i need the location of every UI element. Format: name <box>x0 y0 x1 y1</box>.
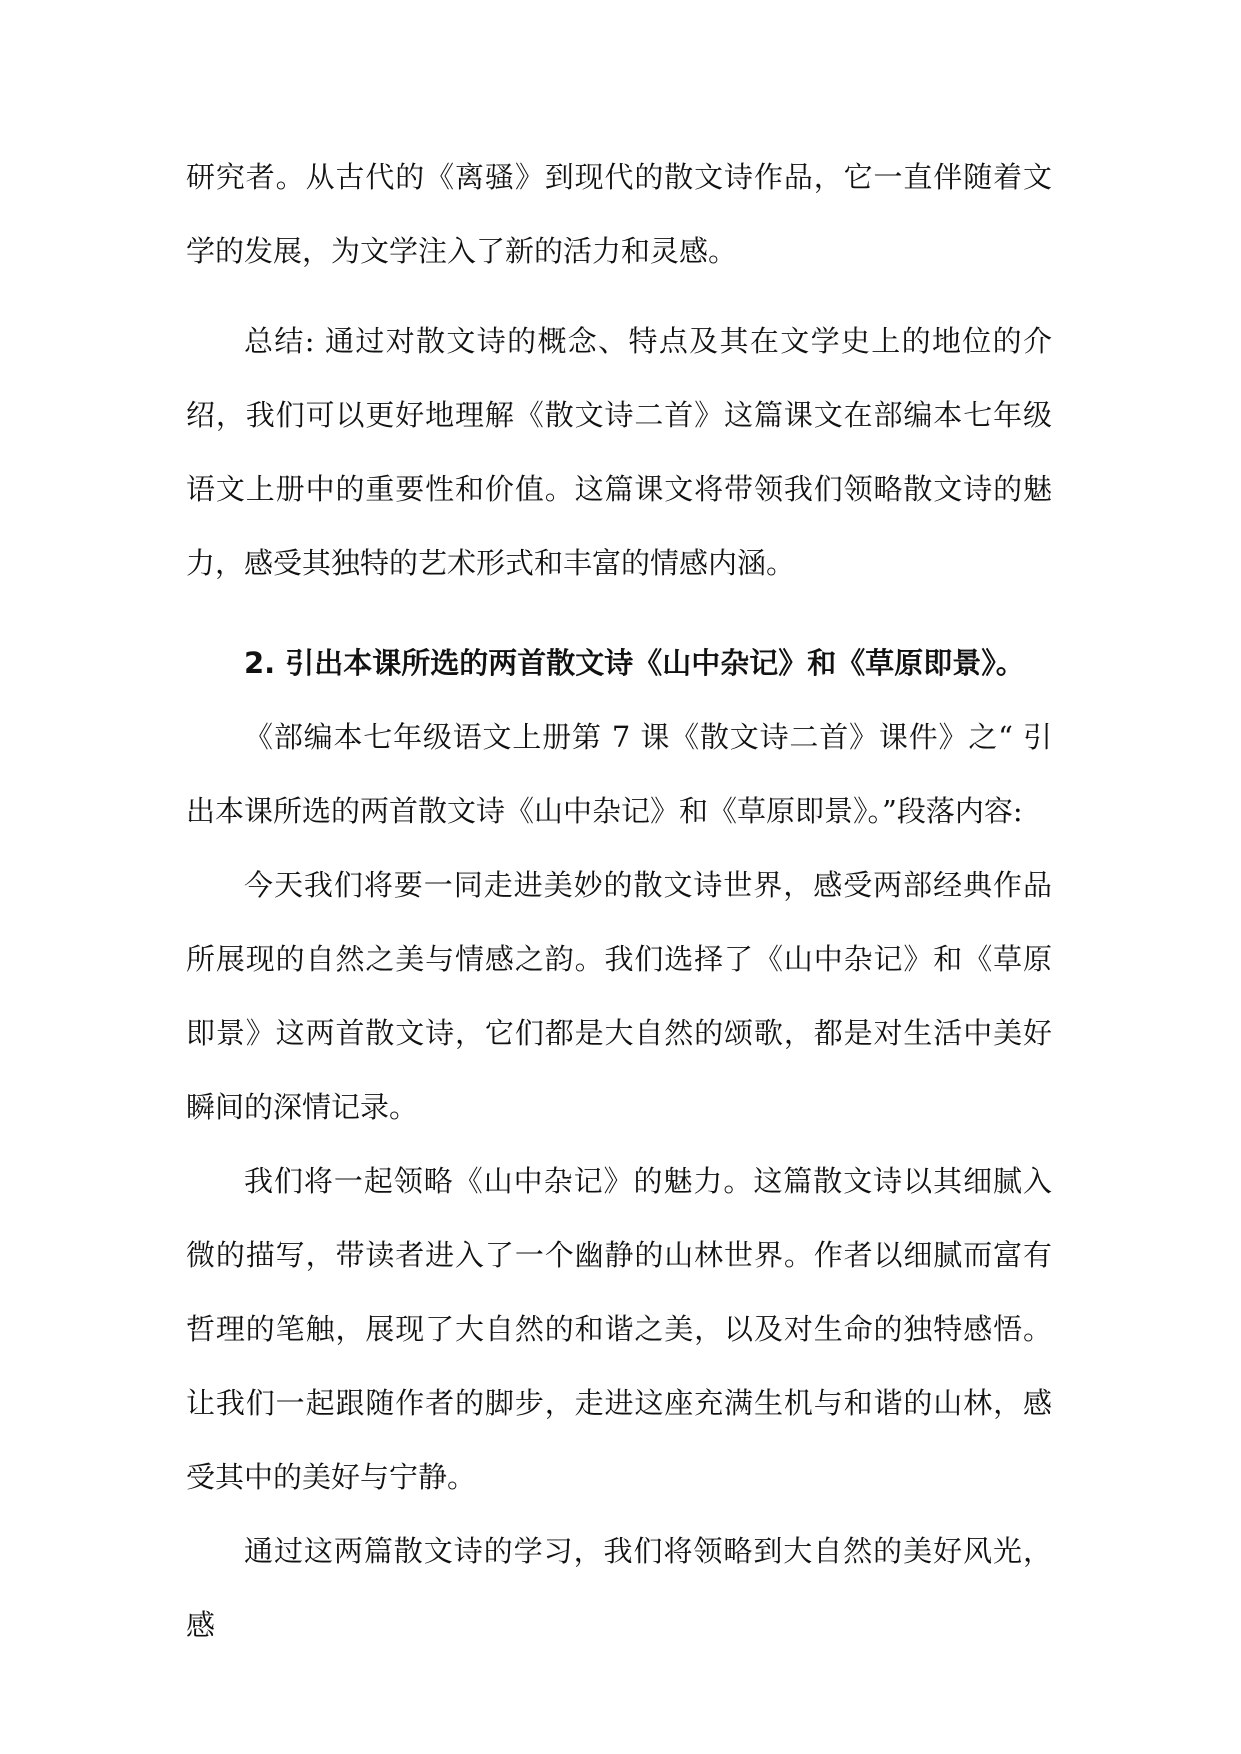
paragraph-conclusion-start: 通过这两篇散文诗的学习，我们将领略到大自然的美好风光，感 <box>186 1534 1052 1642</box>
document-body <box>186 140 1052 1662</box>
section-heading: 2. 引出本课所选的两首散文诗《山中杂记》和《草原即景》。 <box>244 646 1025 680</box>
paragraph-intro-continuation: 研究者。从古代的《离骚》到现代的散文诗作品，它一直伴随着文学的发展，为文学注入了新的活力和灵感。 <box>186 160 1052 268</box>
paragraph-summary: 总结: 通过对散文诗的概念、特点及其在文学史上的地位的介绍，我们可以更好地理解《散文诗二首》这篇课文在部编本七年级语文上册中的重要性和价值。这篇课文将带领我们领略散文诗的魅力，感受其独特的艺术形式和丰富的情感内涵。 <box>186 324 1052 580</box>
paragraph-section-reference: 《部编本七年级语文上册第 7 课《散文诗二首》课件》之“ 引出本课所选的两首散文诗《山中杂记》和《草原即景》。”段落内容: <box>186 720 1052 828</box>
paragraph-shanzhong-zaji: 我们将一起领略《山中杂记》的魅力。这篇散文诗以其细腻入微的描写，带读者进入了一个幽静的山林世界。作者以细腻而富有哲理的笔触，展现了大自然的和谐之美，以及对生命的独特感悟。让我们一起跟随作者的脚步，走进这座充满生机与和谐的山林，感受其中的美好与宁静。 <box>186 1164 1052 1494</box>
paragraph-introduction: 今天我们将要一同走进美妙的散文诗世界，感受两部经典作品所展现的自然之美与情感之韵。我们选择了《山中杂记》和《草原即景》这两首散文诗，它们都是大自然的颂歌，都是对生活中美好瞬间的深情记录。 <box>186 868 1052 1124</box>
